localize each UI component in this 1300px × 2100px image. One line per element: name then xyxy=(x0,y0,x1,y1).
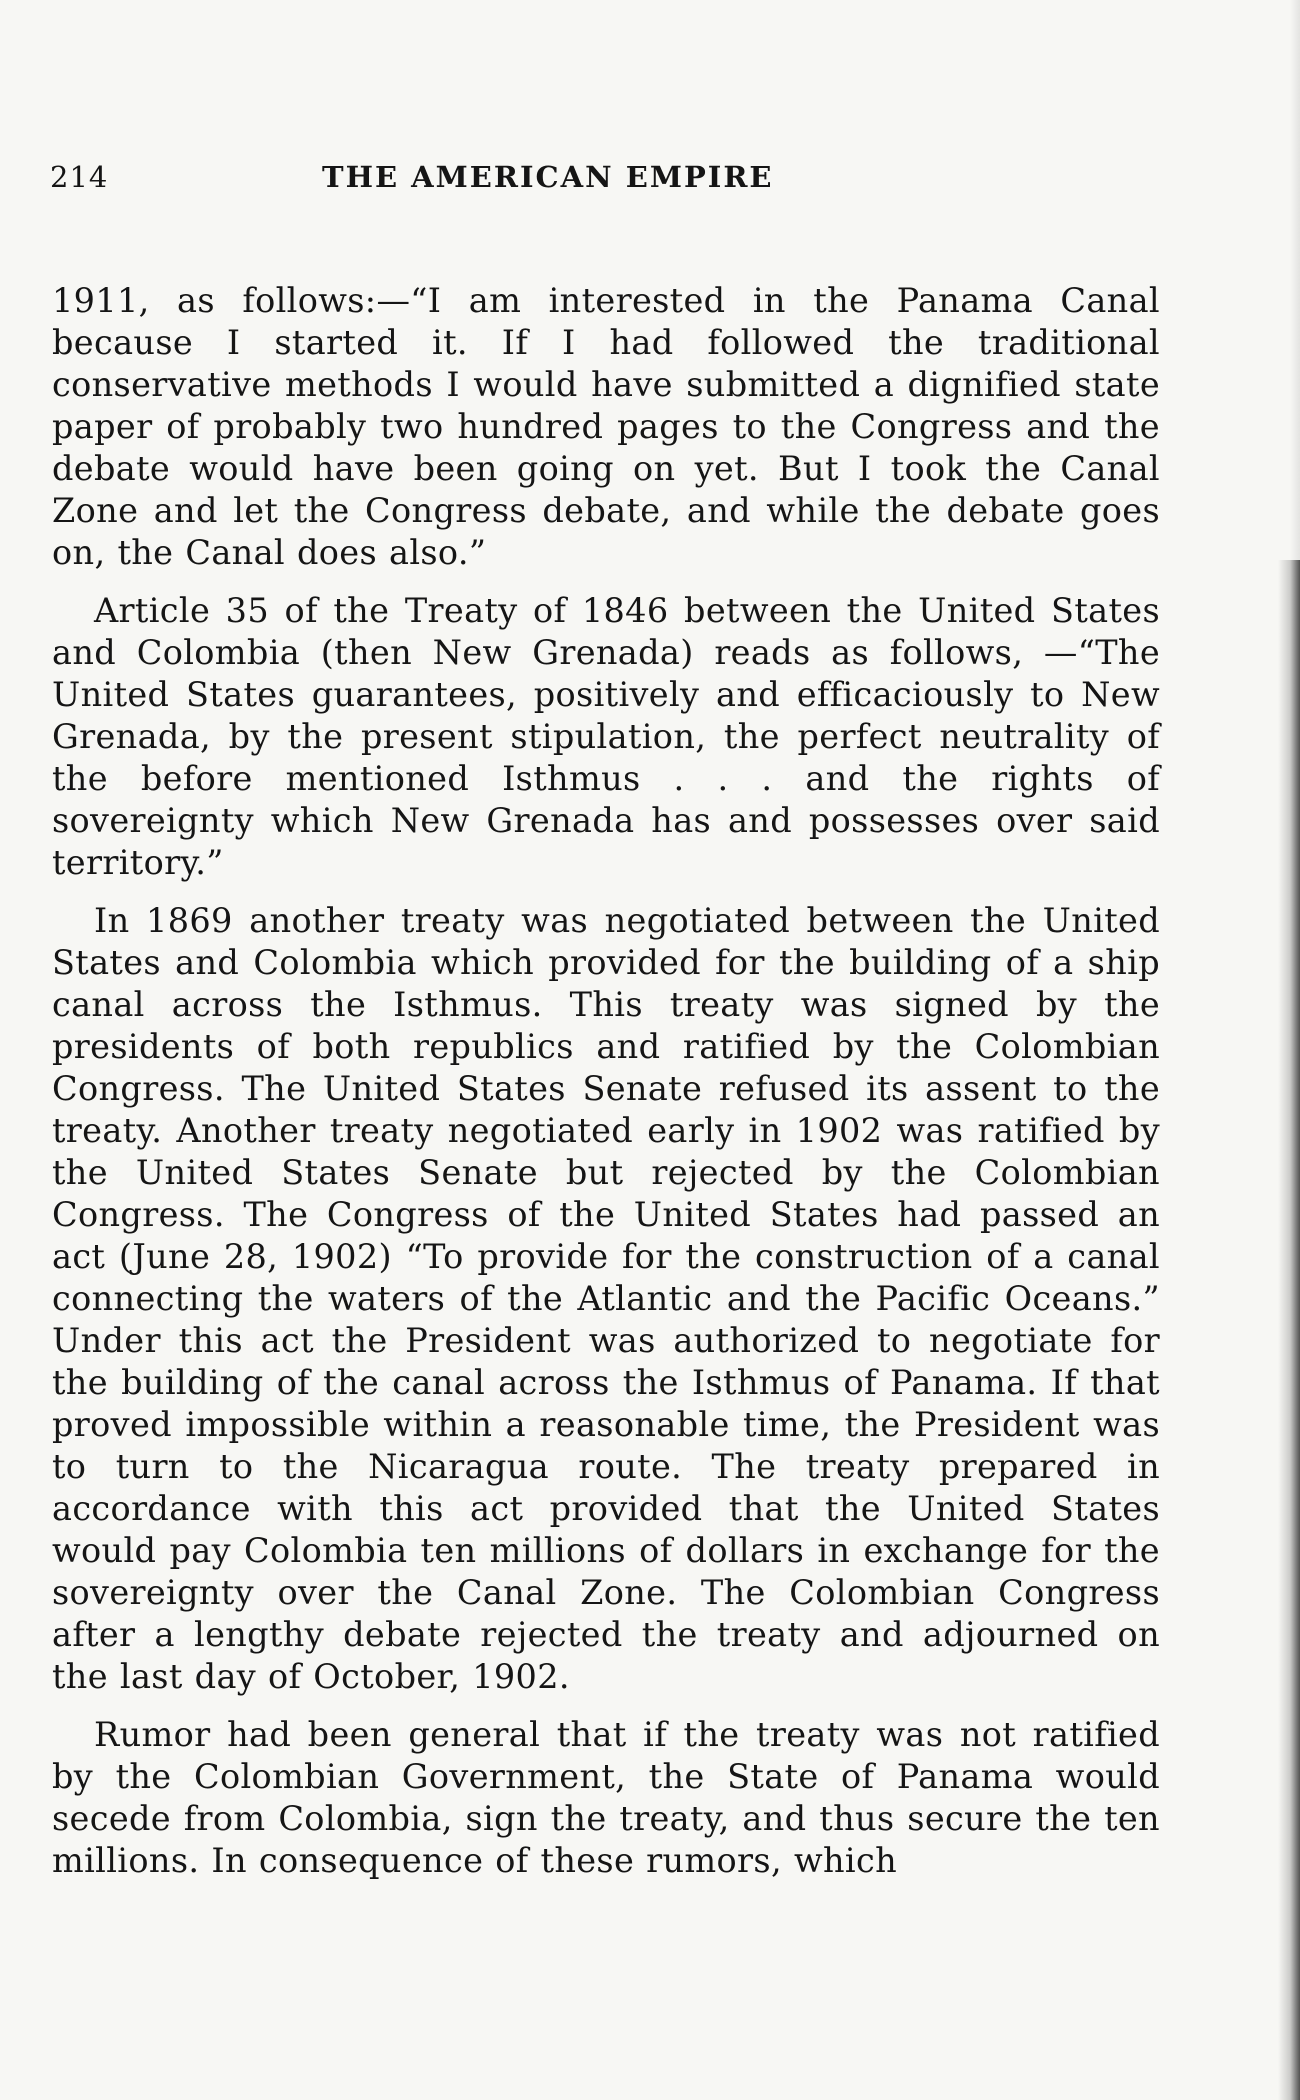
paragraph-treaty-1869-1902: In 1869 another treaty was negotiated between the United States and Colombia which provided for the building of a ship canal across the Isthmus. This treaty was signed by the presidents of both republics and ratified by the Colombian Congress. The United States Senate refused its assent to the treaty. Another treaty negotiated early in 1902 was ratified by the United States Senate but rejected by the Colombian Congress. The Congress of the United States had passed an act (June 28, 1902) “To provide for the construction of a canal connecting the waters of the Atlantic and the Pacific Oceans.” Under this act the President was authorized to negotiate for the building of the canal across the Isthmus of Panama. If that proved impossible within a reasonable time, the President was to turn to the Nicaragua route. The treaty prepared in accordance with this act provided that the United States would pay Colombia ten millions of dollars in exchange for the sovereignty over the Canal Zone. The Colombian Congress after a lengthy debate rejected the treaty and adjourned on the last day of October, 1902. xyxy=(52,901,1160,1696)
running-title: THE AMERICAN EMPIRE xyxy=(322,160,774,194)
body-text xyxy=(52,280,1160,1898)
page-header xyxy=(50,160,1170,204)
paragraph-roosevelt-quote: 1911, as follows:—“I am interested in the Panama Canal because I started it. If I had followed the traditional conservative methods I would have submitted a dignified state paper of probably two hundred pages to the Congress and the debate would have been going on yet. But I took the Canal Zone and let the Congress debate, and while the debate goes on, the Canal does also.” xyxy=(52,281,1160,572)
paragraph-secession-rumor: Rumor had been general that if the treaty was not ratified by the Colombian Government, the State of Panama would secede from Colombia, sign the treaty, and thus secure the ten millions. In consequence of these rumors, which xyxy=(52,1715,1160,1880)
page-number: 214 xyxy=(50,160,109,194)
page-edge-shadow xyxy=(1278,560,1300,2100)
paragraph-treaty-1846: Article 35 of the Treaty of 1846 between the United States and Colombia (then New Grenada) reads as follows, —“The United States guarantees, positively and efficaciously to New Grenada, by the present stipulation, the perfect neutrality of the before mentioned Isthmus . . . and the rights of sovereignty which New Grenada has and possesses over said territory.” xyxy=(52,591,1160,882)
page-edge-shadow-top xyxy=(1290,0,1300,560)
